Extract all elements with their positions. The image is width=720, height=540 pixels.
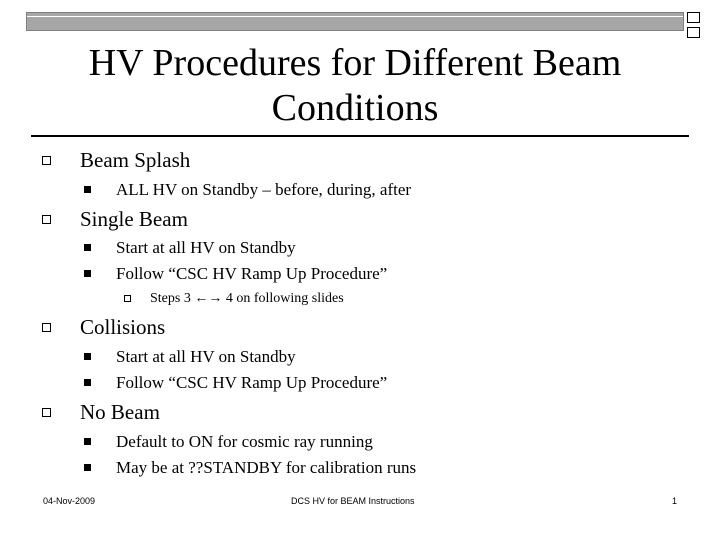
square-bullet-icon — [84, 186, 91, 193]
footer-title: DCS HV for BEAM Instructions — [291, 496, 415, 506]
corner-square-top — [687, 12, 700, 23]
sub-list-item: Steps 3 ←→ 4 on following slides — [150, 291, 344, 306]
footer-date: 04-Nov-2009 — [43, 496, 96, 506]
hollow-square-bullet-icon — [42, 215, 51, 224]
slide-title — [30, 41, 680, 131]
list-item: Start at all HV on Standby — [116, 347, 296, 366]
section-no-beam: No Beam — [80, 400, 160, 424]
square-bullet-icon — [84, 464, 91, 471]
section-collisions: Collisions — [80, 315, 166, 339]
list-item: May be at ??STANDBY for calibration runs — [116, 458, 417, 477]
title-line-2: Conditions — [271, 87, 439, 129]
square-bullet-icon — [84, 270, 91, 277]
section-beam-splash: Beam Splash — [80, 148, 191, 172]
hollow-small-bullet-icon — [124, 295, 131, 302]
title-bar-decoration — [26, 12, 684, 31]
list-item: Follow “CSC HV Ramp Up Procedure” — [116, 264, 388, 283]
square-bullet-icon — [84, 244, 91, 251]
corner-square-bottom — [687, 27, 700, 38]
square-bullet-icon — [84, 353, 91, 360]
hollow-square-bullet-icon — [42, 408, 51, 417]
list-item: Start at all HV on Standby — [116, 238, 296, 257]
list-item: Default to ON for cosmic ray running — [116, 432, 373, 451]
page-number: 1 — [672, 496, 678, 506]
title-rule — [31, 135, 689, 137]
square-bullet-icon — [84, 379, 91, 386]
hollow-square-bullet-icon — [42, 156, 51, 165]
section-single-beam: Single Beam — [80, 207, 188, 231]
square-bullet-icon — [84, 438, 91, 445]
hollow-square-bullet-icon — [42, 323, 51, 332]
list-item: ALL HV on Standby – before, during, after — [116, 180, 412, 199]
title-line-1: HV Procedures for Different Beam — [88, 42, 622, 84]
list-item: Follow “CSC HV Ramp Up Procedure” — [116, 373, 388, 392]
